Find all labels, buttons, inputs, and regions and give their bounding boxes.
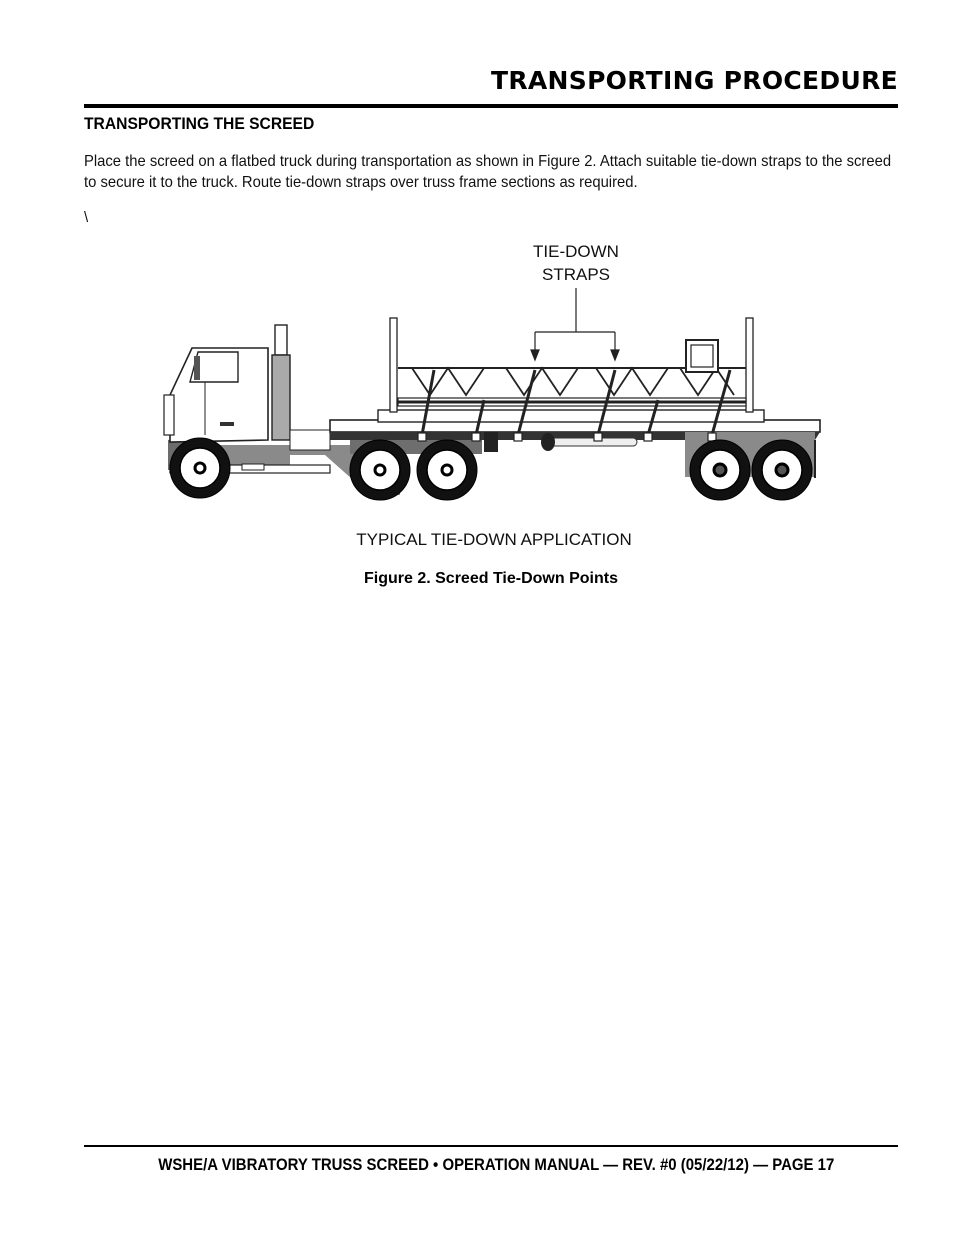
section-heading: TRANSPORTING THE SCREED: [84, 114, 315, 133]
page-footer: [84, 1145, 898, 1174]
footer-text: WSHE/A VIBRATORY TRUSS SCREED • OPERATION MANUAL — REV. #0 (05/22/12) — PAGE 17: [157, 1155, 834, 1174]
callout-line-1: TIE-DOWN: [533, 242, 619, 261]
body-paragraph: Place the screed on a flatbed truck during transportation as shown in Figure 2. Attach suitable tie-down straps to the screed to secure it to the truck. Route tie-down straps over truss frame sections as required.: [84, 153, 892, 191]
page-title: TRANSPORTING PROCEDURE: [490, 66, 898, 95]
page-header: [84, 64, 898, 108]
stray-backslash: \: [84, 209, 89, 226]
figure-caption: Figure 2. Screed Tie-Down Points: [364, 570, 618, 587]
application-label: TYPICAL TIE-DOWN APPLICATION: [356, 530, 632, 549]
truck-figure: [150, 230, 850, 520]
screed-load: [378, 318, 764, 422]
callout-leader: [531, 288, 619, 360]
callout-line-2: STRAPS: [541, 265, 611, 284]
truck-illustration: [150, 230, 850, 520]
